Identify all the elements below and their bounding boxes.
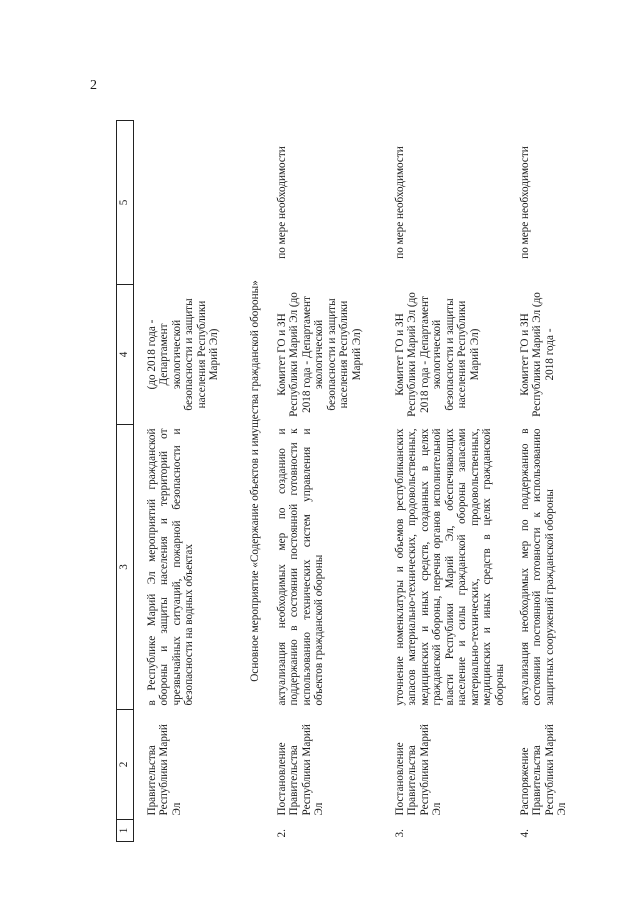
table-row — [392, 121, 517, 842]
row-number — [133, 820, 245, 842]
row-number: 2. — [275, 829, 288, 838]
table-row — [517, 121, 569, 842]
measure-content: в Республике Марий Эл мероприятий гражданской обороны и защиты населения и территорий от чрезвычайных ситуаций, пожарной безопасности и безопасности на водных объектах — [145, 428, 196, 706]
table-row — [274, 121, 392, 842]
document-type: Правительства Республики Марий Эл — [145, 724, 183, 816]
executor: Комитет ГО и ЗН Республики Марий Эл (до 2018 года - Департамент экологической безопасности и защиты населения Республики Марий Эл) — [393, 292, 481, 417]
activities-table — [116, 120, 569, 842]
header-col-3: 3 — [117, 425, 134, 710]
section-row — [245, 121, 274, 842]
measure-content: уточнение номенклатуры и объемов республиканских запасов материально-технических, продовольственных, медицинских и иных средств, созданных в целях гражданской обороны, перечня органов исполнительной власти Республики Марий Эл, обеспечивающих население и силы гражданской обороны запасами материально-технических, продовольственных, медицинских и иных средств в целях гражданской обороны — [393, 428, 506, 706]
header-col-4: 4 — [117, 285, 134, 425]
term: по мере необходимости — [275, 146, 288, 259]
measure-content: актуализация необходимых мер по созданию и поддержанию в состоянии постоянной готовности к использованию технических систем управления и объектов гражданской обороны — [275, 428, 326, 706]
document-type: Постановление Правительства Республики Марий Эл — [393, 724, 444, 816]
document-type: Распоряжение Правительства Республики Марий Эл — [518, 724, 569, 816]
page-number: 2 — [90, 78, 97, 93]
row-number: 3. — [393, 829, 406, 838]
header-col-2: 2 — [117, 710, 134, 820]
executor: (до 2018 года - Департамент экологической безопасности и защиты населения Республики Марий Эл) — [145, 298, 221, 411]
header-row — [117, 121, 134, 842]
document-type: Постановление Правительства Республики Марий Эл — [275, 724, 326, 816]
term — [133, 121, 245, 285]
executor: Комитет ГО и ЗН Республики Марий Эл (до 2018 года - — [518, 292, 556, 417]
row-number: 4. — [518, 829, 531, 838]
term: по мере необходимости — [393, 146, 406, 259]
term: по мере необходимости — [518, 146, 531, 259]
executor: Комитет ГО и ЗН Республики Марий Эл (до 2018 года - Департамент экологической безопасности и защиты населения Республики Марий Эл) — [275, 292, 363, 417]
table-row — [133, 121, 245, 842]
measure-content: актуализация необходимых мер по поддержанию в состоянии постоянной готовности к использованию защитных сооружений гражданской обороны — [518, 428, 556, 706]
rotated-table-wrapper — [116, 120, 569, 842]
header-col-1: 1 — [117, 820, 134, 842]
header-col-5: 5 — [117, 121, 134, 285]
section-title: Основное мероприятие «Содержание объектов и имущества гражданской обороны» — [249, 280, 262, 682]
